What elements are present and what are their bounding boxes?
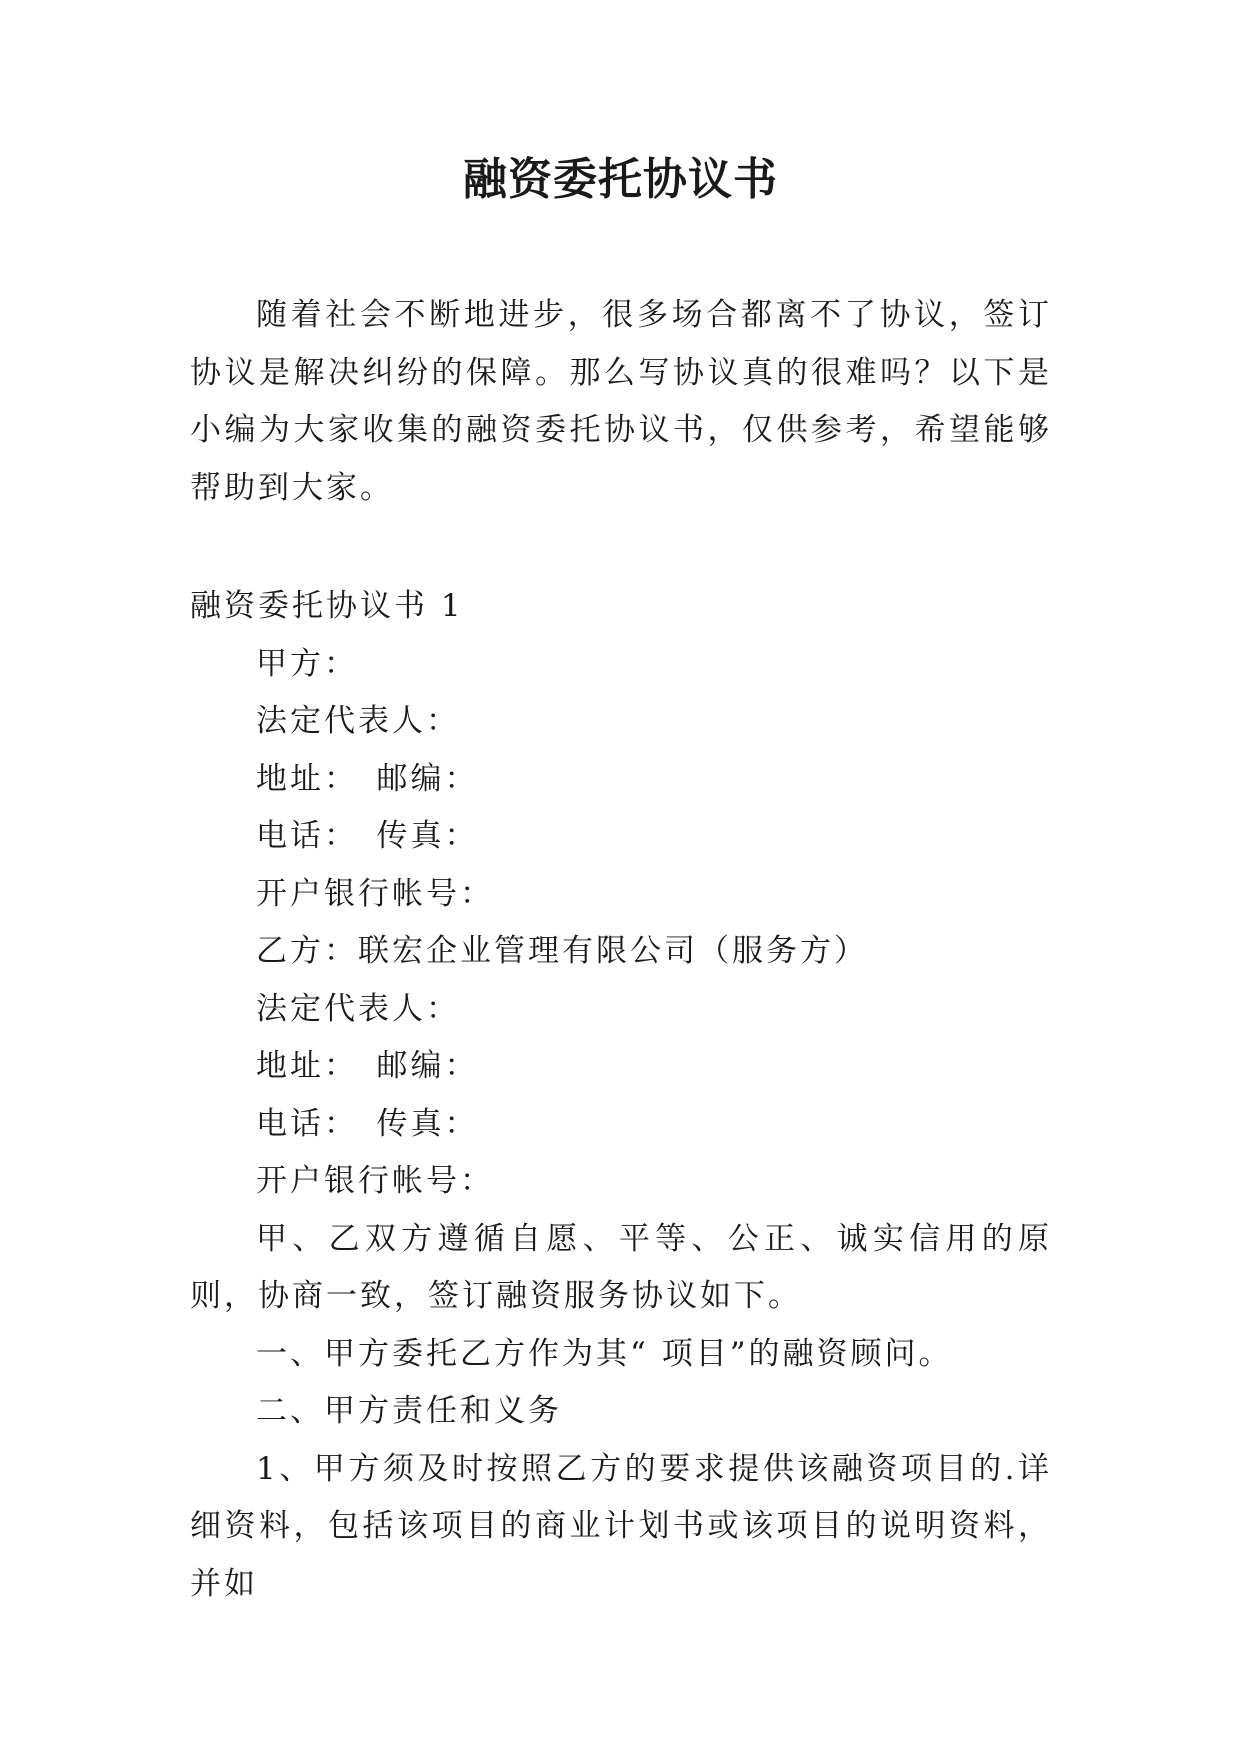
clause-two-heading: 二、甲方责任和义务 — [256, 1393, 562, 1429]
party-b-phone: 电话： 传真： — [256, 1105, 479, 1142]
party-b-label: 乙方：联宏企业管理有限公司（服务方） — [256, 933, 868, 969]
clause-two-item-one: 1、甲方须及时按照乙方的要求提供该融资项目的.详细资料，包括该项目的商业计划书或该项目的说明资料，并如 — [190, 1450, 1052, 1602]
intro-paragraph: 随着社会不断地进步，很多场合都离不了协议，签订协议是解决纠纷的保障。那么写协议真的很难吗？以下是小编为大家收集的融资委托协议书，仅供参考，希望能够帮助到大家。 — [190, 297, 1052, 506]
agreement-body — [190, 578, 1052, 1613]
principles-paragraph: 甲、乙双方遵循自愿、平等、公正、诚实信用的原则，协商一致，签订融资服务协议如下。 — [190, 1220, 1052, 1314]
section-heading: 融资委托协议书 1 — [190, 588, 464, 624]
party-a-legal-rep: 法定代表人： — [256, 703, 460, 739]
party-a-phone: 电话： 传真： — [256, 818, 479, 854]
party-a-label: 甲方： — [256, 645, 358, 682]
party-a-address: 地址： 邮编： — [256, 760, 479, 797]
document-title: 融资委托协议书 — [463, 154, 778, 205]
party-b-legal-rep: 法定代表人： — [256, 990, 460, 1027]
party-b-bank-account: 开户银行帐号： — [256, 1163, 494, 1199]
clause-one: 一、甲方委托乙方作为其“ 项目”的融资顾问。 — [256, 1335, 953, 1372]
party-b-address: 地址： 邮编： — [256, 1048, 479, 1084]
party-a-bank-account: 开户银行帐号： — [256, 875, 494, 912]
